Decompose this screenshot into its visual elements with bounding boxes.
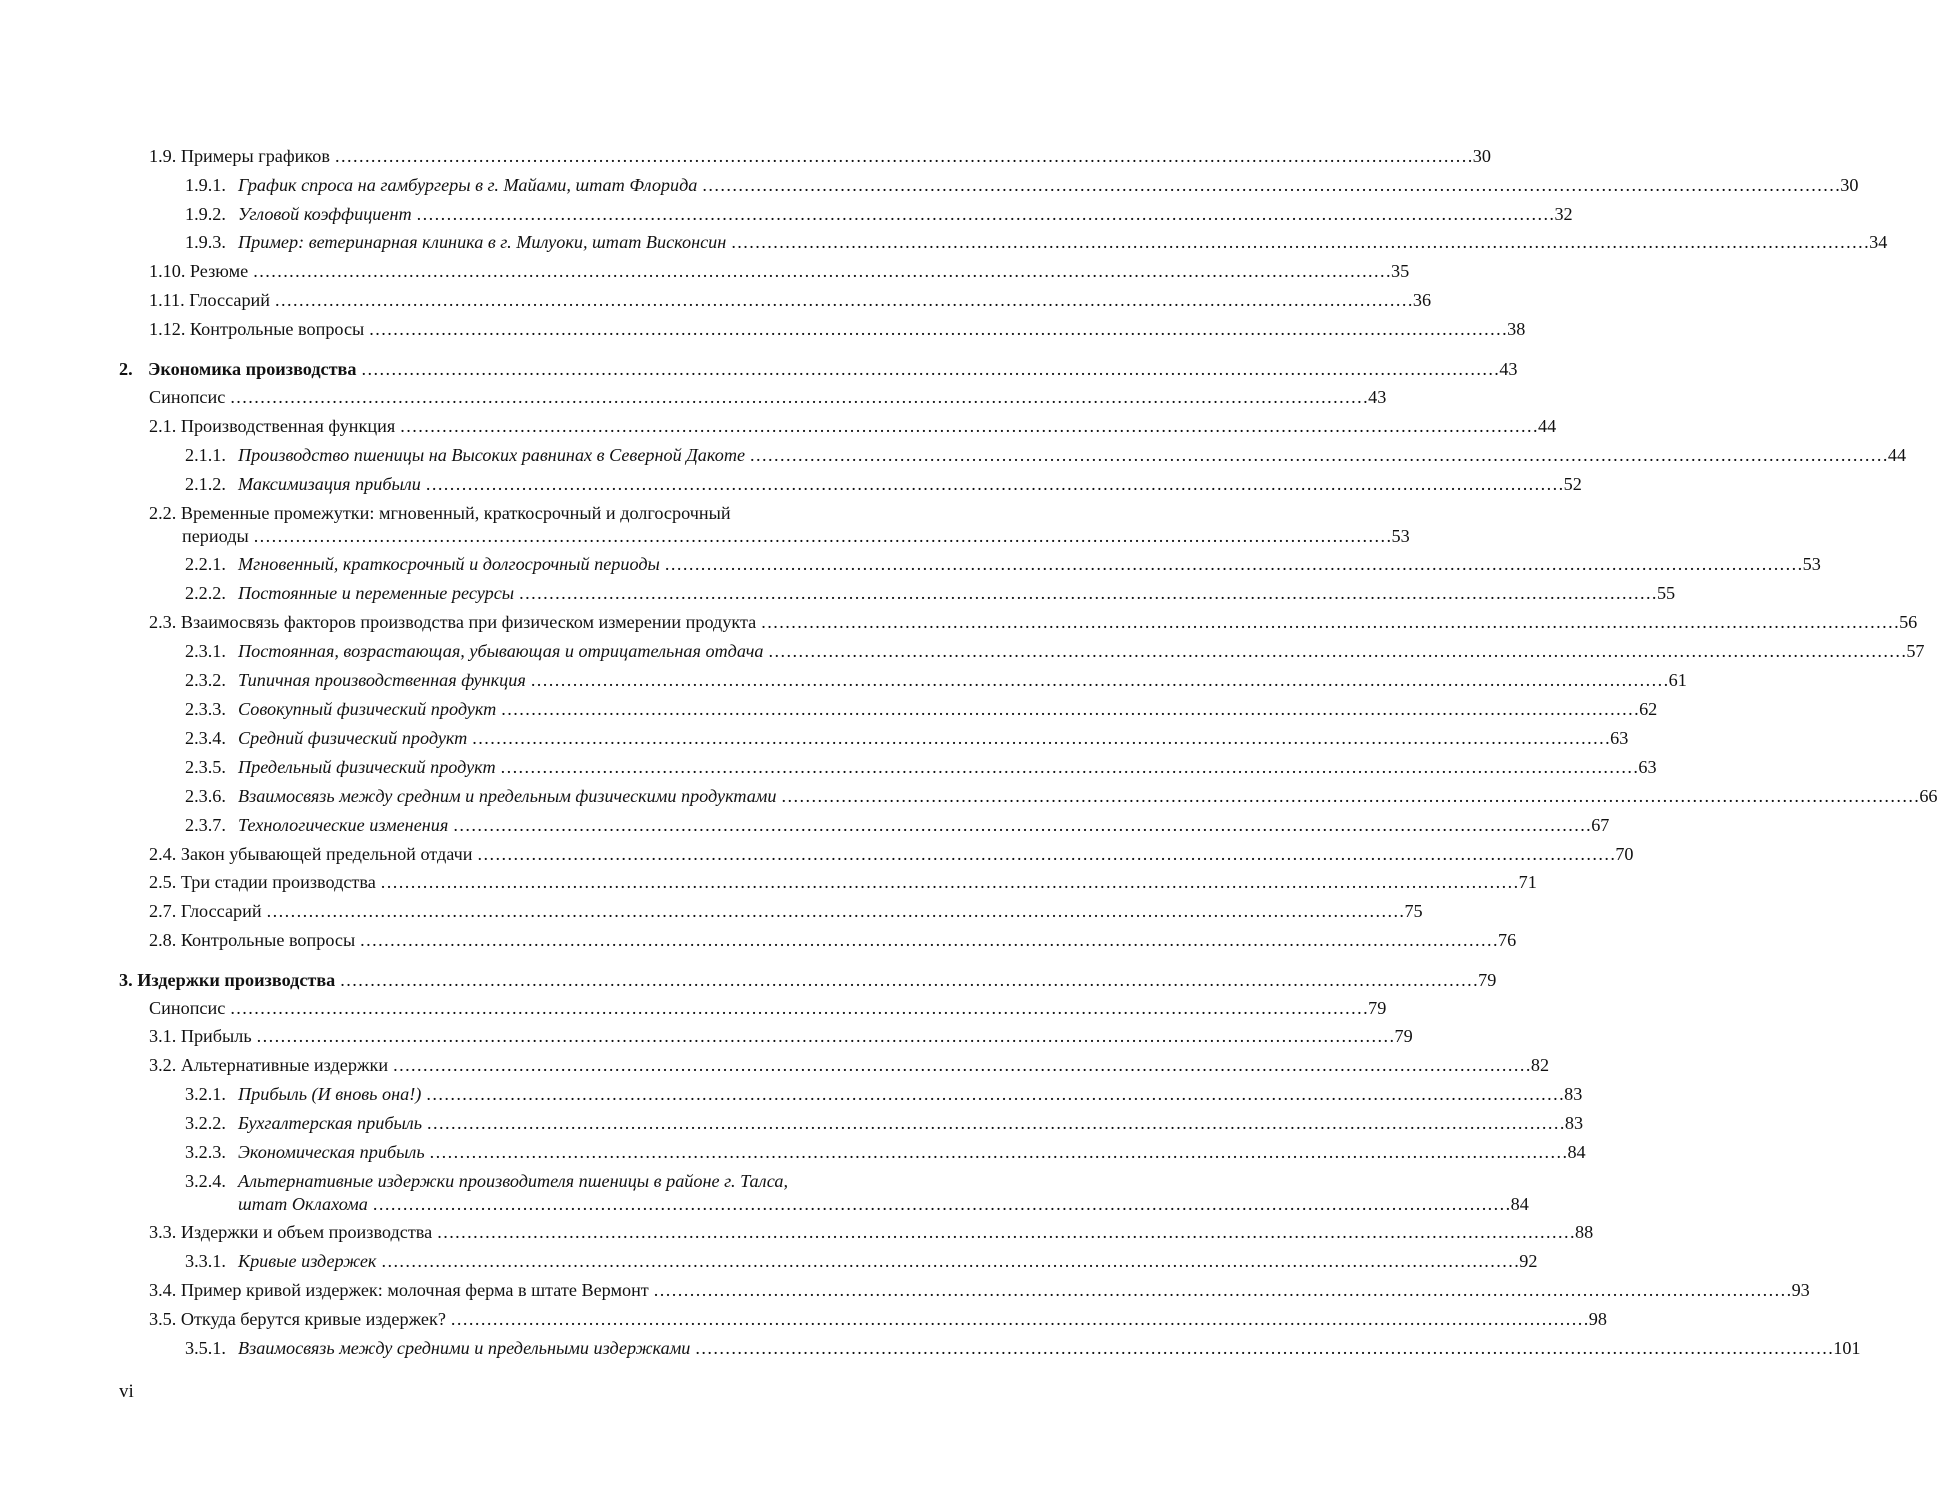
entry-title: Максимизация прибыли (238, 474, 421, 494)
dot-leader (381, 1248, 1517, 1274)
entry-title: Альтернативные издержки производителя пшеницы в районе г. Талса, (238, 1171, 789, 1191)
entry-title: Прибыль (180, 1026, 252, 1046)
entry-page: 66 (1919, 786, 1938, 806)
toc-entry (0, 783, 1938, 811)
entry-title: Примеры графиков (180, 146, 330, 166)
entry-page: 30 (1472, 146, 1491, 166)
entry-page: 88 (1575, 1222, 1594, 1242)
entry-number: 2.8. (149, 930, 177, 950)
entry-page: 76 (1498, 930, 1517, 950)
toc-entry (0, 551, 1821, 579)
toc-entry (0, 1110, 1584, 1138)
dot-leader (519, 580, 1655, 606)
entry-number: 2.3. (149, 612, 177, 632)
toc-entry (0, 384, 1387, 412)
entry-title: Средний физический продукт (238, 728, 468, 748)
entry-title: Прибыль (И вновь она!) (238, 1084, 422, 1104)
entry-number: 3.5. (149, 1309, 177, 1329)
entry-number: 1.9.1. (185, 175, 226, 195)
entry-title: Закон убывающей предельной отдачи (180, 844, 473, 864)
toc-entry (0, 638, 1925, 666)
entry-number: 3.2.4. (185, 1171, 226, 1191)
entry-title: Резюме (189, 261, 249, 281)
entry-page: 75 (1404, 901, 1423, 921)
entry-page: 38 (1507, 319, 1526, 339)
entry-page: 43 (1499, 359, 1518, 379)
entry-number: 2.1.2. (185, 474, 226, 494)
entry-page: 57 (1906, 641, 1925, 661)
toc-entry (0, 609, 1918, 637)
entry-page: 93 (1791, 1280, 1810, 1300)
dot-leader (427, 1110, 1563, 1136)
entry-number: 2.3.3. (185, 699, 226, 719)
entry-page: 36 (1412, 290, 1432, 310)
toc-entry (0, 725, 1629, 753)
entry-title: Контрольные вопросы (189, 319, 365, 339)
entry-page: 32 (1554, 204, 1573, 224)
entry-number: 3.2. (149, 1055, 177, 1075)
entry-title: Издержки и объем производства (180, 1222, 433, 1242)
entry-title: График спроса на гамбургеры в г. Майами, штат Флорида (238, 175, 698, 195)
entry-page: 98 (1588, 1309, 1607, 1329)
entry-page: 52 (1563, 474, 1582, 494)
toc-entry (0, 1219, 1594, 1247)
entry-page: 44 (1887, 445, 1907, 465)
dot-leader (426, 471, 1562, 497)
entry-title: Взаимосвязь между средним и предельным физическими продуктами (238, 786, 777, 806)
entry-title: Экономическая прибыль (238, 1142, 425, 1162)
entry-page: 61 (1668, 670, 1687, 690)
entry-number: 2.7. (149, 901, 177, 921)
dot-leader (654, 1277, 1790, 1303)
dot-leader (781, 783, 1917, 809)
entry-number: 1.9.3. (185, 232, 226, 252)
dot-leader (335, 143, 1471, 169)
entry-page: 56 (1899, 612, 1918, 632)
entry-title: Синопсис (149, 387, 226, 407)
chapter-number: 3. (119, 970, 133, 990)
toc-entry (0, 229, 1888, 257)
dot-leader (665, 551, 1801, 577)
toc-entry (0, 580, 1676, 608)
dot-leader (340, 967, 1476, 993)
toc-entry (0, 995, 1387, 1023)
dot-leader (426, 1081, 1562, 1107)
entry-number: 3.3.1. (185, 1251, 226, 1271)
toc-entry (0, 500, 1410, 552)
entry-page: 30 (1840, 175, 1859, 195)
entry-number: 3.1. (149, 1026, 177, 1046)
entry-page: 101 (1833, 1338, 1861, 1358)
dot-leader (478, 841, 1614, 867)
dot-leader (437, 1219, 1573, 1245)
entry-page: 55 (1656, 583, 1676, 603)
toc-entry (0, 1248, 1538, 1276)
dot-leader (275, 287, 1411, 313)
entry-page: 53 (1391, 526, 1410, 546)
toc-entry (0, 696, 1658, 724)
dot-leader (230, 384, 1366, 410)
chapter-title: Издержки производства (137, 970, 336, 990)
dot-leader (369, 316, 1505, 342)
dot-leader (761, 609, 1897, 635)
dot-leader (695, 1335, 1831, 1361)
entry-number: 2.3.7. (185, 815, 226, 835)
entry-title: Глоссарий (189, 290, 271, 310)
entry-number: 3.5.1. (185, 1338, 226, 1358)
entry-title: Предельный физический продукт (238, 757, 496, 777)
toc-entry (0, 1023, 1413, 1051)
entry-number: 1.9. (149, 146, 177, 166)
entry-number: 3.4. (149, 1280, 177, 1300)
toc-entry (0, 1335, 1861, 1363)
toc-entry (0, 898, 1423, 926)
entry-number: 2.2.2. (185, 583, 226, 603)
entry-title: Синопсис (149, 998, 226, 1018)
toc-entry (0, 442, 1907, 470)
toc-entry (0, 413, 1557, 441)
entry-title-continuation: периоды (182, 526, 249, 546)
entry-page: 71 (1518, 872, 1537, 892)
entry-title: Глоссарий (180, 901, 262, 921)
dot-leader (769, 638, 1905, 664)
toc-entry (0, 1052, 1550, 1080)
dot-leader (430, 1139, 1566, 1165)
dot-leader (731, 229, 1867, 255)
entry-number: 2.3.5. (185, 757, 226, 777)
entry-page: 79 (1368, 998, 1387, 1018)
entry-page: 67 (1591, 815, 1610, 835)
dot-leader (400, 413, 1536, 439)
entry-title: Контрольные вопросы (180, 930, 356, 950)
entry-page: 70 (1615, 844, 1634, 864)
entry-title: Производство пшеницы на Высоких равнинах в Северной Дакоте (238, 445, 746, 465)
entry-title: Угловой коэффициент (238, 204, 412, 224)
entry-page: 79 (1394, 1026, 1413, 1046)
entry-number: 2.5. (149, 872, 177, 892)
dot-leader (501, 696, 1637, 722)
page-number: vi (119, 1381, 134, 1402)
dot-leader (257, 1023, 1393, 1049)
toc-entry (0, 287, 1432, 315)
toc-entry (0, 201, 1573, 229)
dot-leader (381, 869, 1517, 895)
entry-page: 82 (1530, 1055, 1550, 1075)
entry-title: Производственная функция (180, 416, 396, 436)
entry-page: 83 (1564, 1084, 1583, 1104)
entry-title: Постоянная, возрастающая, убывающая и отрицательная отдача (238, 641, 764, 661)
dot-leader (361, 356, 1497, 382)
entry-title: Пример: ветеринарная клиника в г. Милуоки, штат Висконсин (238, 232, 727, 252)
entry-number: 1.9.2. (185, 204, 226, 224)
entry-title: Пример кривой издержек: молочная ферма в штате Вермонт (180, 1280, 649, 1300)
toc-entry (0, 869, 1537, 897)
entry-number: 1.10. (149, 261, 186, 281)
entry-page: 43 (1368, 387, 1387, 407)
toc-entry (0, 471, 1582, 499)
entry-title: Три стадии производства (180, 872, 376, 892)
dot-leader (702, 172, 1838, 198)
chapter-heading (0, 967, 1497, 995)
dot-leader (451, 1306, 1587, 1332)
dot-leader (472, 725, 1608, 751)
dot-leader (501, 754, 1637, 780)
chapter-heading (0, 356, 1518, 384)
entry-number: 3.2.3. (185, 1142, 226, 1162)
dot-leader (373, 1191, 1509, 1217)
toc-entry (0, 812, 1610, 840)
chapter-number: 2. (119, 359, 133, 379)
toc-entry (0, 172, 1859, 200)
entry-title: Типичная производственная функция (238, 670, 526, 690)
toc-entry (0, 667, 1687, 695)
toc-entry (0, 1139, 1586, 1167)
entry-number: 2.3.1. (185, 641, 226, 661)
dot-leader (360, 927, 1496, 953)
dot-leader (531, 667, 1667, 693)
chapter-title: Экономика производства (148, 359, 357, 379)
entry-page: 79 (1478, 970, 1497, 990)
entry-page: 44 (1538, 416, 1557, 436)
entry-page: 83 (1564, 1113, 1584, 1133)
entry-title: Откуда берутся кривые издержек? (180, 1309, 446, 1329)
entry-title: Временные промежутки: мгновенный, краткосрочный и долгосрочный (180, 503, 731, 523)
entry-number: 3.3. (149, 1222, 177, 1242)
entry-title-continuation: штат Оклахома (238, 1194, 368, 1214)
entry-title: Постоянные и переменные ресурсы (238, 583, 515, 603)
toc-entry (0, 1081, 1583, 1109)
entry-page: 62 (1639, 699, 1658, 719)
entry-page: 84 (1510, 1194, 1529, 1214)
entry-number: 1.11. (149, 290, 185, 310)
entry-title: Кривые издержек (238, 1251, 377, 1271)
entry-page: 35 (1391, 261, 1410, 281)
entry-number: 2.3.2. (185, 670, 226, 690)
entry-number: 2.3.6. (185, 786, 226, 806)
entry-page: 63 (1610, 728, 1629, 748)
entry-title: Совокупный физический продукт (238, 699, 497, 719)
dot-leader (417, 201, 1553, 227)
toc-entry (0, 1168, 1529, 1220)
entry-number: 2.2.1. (185, 554, 226, 574)
dot-leader (393, 1052, 1529, 1078)
dot-leader (254, 523, 1390, 549)
toc-entry (0, 1306, 1607, 1334)
entry-number: 2.3.4. (185, 728, 226, 748)
entry-number: 1.12. (149, 319, 186, 339)
dot-leader (267, 898, 1403, 924)
entry-number: 2.1.1. (185, 445, 226, 465)
entry-title: Мгновенный, краткосрочный и долгосрочный периоды (238, 554, 660, 574)
dot-leader (230, 995, 1366, 1021)
entry-page: 63 (1638, 757, 1657, 777)
entry-number: 2.4. (149, 844, 177, 864)
entry-title: Взаимосвязь между средними и предельными издержками (238, 1338, 691, 1358)
toc-entry (0, 316, 1526, 344)
entry-title: Альтернативные издержки (180, 1055, 389, 1075)
entry-number: 3.2.1. (185, 1084, 226, 1104)
entry-number: 2.1. (149, 416, 177, 436)
dot-leader (453, 812, 1589, 838)
entry-title: Взаимосвязь факторов производства при физическом измерении продукта (180, 612, 757, 632)
dot-leader (750, 442, 1886, 468)
entry-page: 53 (1802, 554, 1821, 574)
toc-entry (0, 143, 1491, 171)
entry-number: 2.2. (149, 503, 177, 523)
toc-entry (0, 927, 1517, 955)
toc-entry (0, 841, 1634, 869)
toc-entry (0, 258, 1410, 286)
entry-number: 3.2.2. (185, 1113, 226, 1133)
entry-page: 84 (1567, 1142, 1586, 1162)
entry-page: 92 (1519, 1251, 1538, 1271)
entry-title: Технологические изменения (238, 815, 449, 835)
entry-page: 34 (1869, 232, 1888, 252)
toc-entry (0, 754, 1657, 782)
toc-entry (0, 1277, 1810, 1305)
dot-leader (253, 258, 1389, 284)
entry-title: Бухгалтерская прибыль (238, 1113, 423, 1133)
